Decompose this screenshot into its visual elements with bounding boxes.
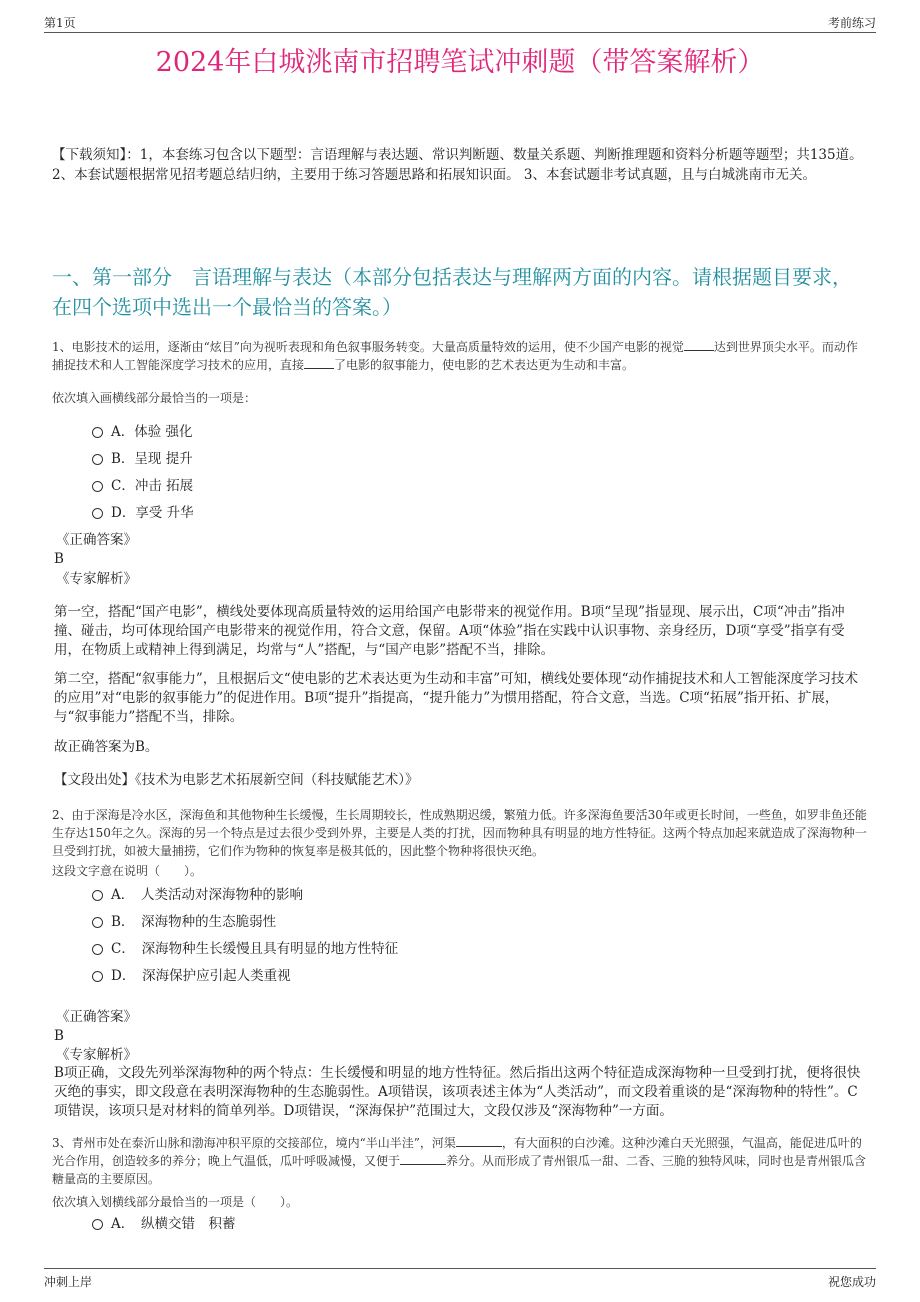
analysis-paragraph-1: 第一空，搭配“国产电影”，横线处要体现高质量特效的运用给国产电影带来的视觉作用。B项“呈现”指显现、展示出，C项“冲击”指冲撞、碰击，均可体现给国产电影带来的视觉作用，符合文意，保留。A项“体验”指在实践中认识事物、亲身经历，D项“享受”指享有受用，在物质上或精神上得到满足，均常与“人”搭配，与“国产电影”搭配不当，排除。	[54, 604, 845, 658]
analysis-paragraph: B项正确，文段先列举深海物种的两个特点：生长缓慢和明显的地方性特征。然后指出这两个特征造成深海物种一旦受到打扰，便将很快灭绝的事实，即文段意在表明深海物种的生态脆弱性。A项错误，该项表述主体为“人类活动”，而文段着重谈的是“深海物种的特性”。C项错误，该项只是对材料的简单列举。D项错误，“深海保护”范围过大，文段仅涉及“深海物种”一方面。	[54, 1065, 861, 1119]
source-citation: 【文段出处】《技术为电影艺术拓展新空间（科技赋能艺术）》	[54, 772, 419, 788]
fill-blank	[304, 357, 334, 369]
question-3-option-a[interactable]	[92, 1214, 236, 1234]
download-notice: 【下载须知】：1，本套练习包含以下题型：言语理解与表达题、常识判断题、数量关系题、判断推理题和资料分析题等题型；共135道。 2、本套试题根据常见招考题总结归纳，主要用于练习答题思路和拓展知识面。 3、本套试题非考试真题，且与白城洮南市无关。	[52, 147, 863, 183]
question-2-option-c[interactable]	[92, 939, 398, 959]
question-1-prompt: 依次填入画横线部分最恰当的一项是：	[52, 391, 257, 405]
answer-label: 《正确答案》	[56, 1009, 137, 1025]
fill-blank	[456, 1135, 502, 1147]
answer-value: B	[54, 551, 64, 567]
radio-icon[interactable]	[92, 917, 103, 928]
option-label: A． 纵横交错 积蓄	[111, 1216, 236, 1232]
analysis-label: 《专家解析》	[56, 571, 137, 587]
option-label: B． 深海物种的生态脆弱性	[111, 914, 277, 930]
question-2-text: 2、由于深海是冷水区，深海鱼和其他物种生长缓慢，生长周期较长，性成熟期迟缓，繁殖力低。许多深海鱼要活30年或更长时间，一些鱼，如罗非鱼还能生存达150年之久。深海的另一个特点是过去很少受到外界，主要是人类的打扰，因而物种具有明显的地方性特征。这两个特点加起来就造成了深海物种一旦受到打扰，如被大量捕捞，它们作为物种的恢复率是极其低的，因此整个物种将很快灭绝。	[52, 808, 867, 858]
page-footer	[44, 1268, 876, 1293]
question-3-part-2: ，有大面积的白沙滩。这种沙滩白天光照强，气温高，能促进瓜叶的光合作用，创造较多的养分；晚上气温低，瓜叶呼吸减慢，又便于	[52, 1136, 862, 1168]
footer-right: 祝您成功	[827, 1275, 876, 1289]
question-3-part-3: 养分。从而形成了青州银瓜一甜、二香、三脆的独特风味，同时也是青州银瓜含糖量高的主要原因。	[52, 1154, 867, 1186]
answer-value: B	[54, 1028, 64, 1044]
question-3-part-1: 3、青州市处在泰沂山脉和渤海冲积平原的交接部位，境内“半山半洼”，河渠	[52, 1136, 456, 1150]
question-2-option-d[interactable]	[92, 966, 291, 986]
option-label: C． 深海物种生长缓慢且具有明显的地方性特征	[111, 941, 399, 957]
radio-icon[interactable]	[92, 890, 103, 901]
question-1-part-2: 达到世界顶尖水平。而动作捕捉技术和人工智能深度学习技术的应用，直接	[52, 340, 858, 372]
question-2-prompt: 这段文字意在说明（ ）。	[52, 864, 203, 878]
option-label: A．体验 强化	[111, 424, 193, 440]
radio-icon[interactable]	[92, 427, 103, 438]
question-3-text	[52, 1134, 868, 1188]
page-header	[44, 12, 876, 33]
radio-icon[interactable]	[92, 944, 103, 955]
fill-blank	[400, 1153, 446, 1165]
question-1-option-c[interactable]	[92, 476, 193, 496]
radio-icon[interactable]	[92, 508, 103, 519]
answer-label: 《正确答案》	[56, 532, 137, 548]
page-number: 第1页	[44, 16, 76, 30]
question-1-part-1: 1、电影技术的运用，逐渐由“炫目”向为视听表现和角色叙事服务转变。大量高质量特效的运用，使不少国产电影的视觉	[52, 340, 684, 354]
document-title: 2024年白城洮南市招聘笔试冲刺题（带答案解析）	[155, 47, 765, 78]
option-label: C．冲击 拓展	[111, 478, 194, 494]
fill-blank	[684, 339, 714, 351]
question-2-option-b[interactable]	[92, 912, 276, 932]
question-1-option-a[interactable]	[92, 422, 193, 442]
analysis-paragraph-2: 第二空，搭配“叙事能力”，且根据后文“使电影的艺术表达更为生动和丰富”可知，横线处要体现“动作捕捉技术和人工智能深度学习技术的应用”对“电影的叙事能力”的促进作用。B项“提升”指提高，“提升能力”为惯用搭配，符合文意，当选。C项“拓展”指开拓、扩展，与“叙事能力”搭配不当，排除。	[54, 671, 859, 725]
option-label: D． 深海保护应引起人类重视	[111, 968, 291, 984]
question-3-prompt: 依次填入划横线部分最恰当的一项是（ ）。	[52, 1195, 299, 1209]
question-2-option-a[interactable]	[92, 885, 303, 905]
analysis-conclusion: 故正确答案为B。	[54, 739, 159, 755]
question-1-option-b[interactable]	[92, 449, 193, 469]
option-label: D．享受 升华	[111, 505, 194, 521]
analysis-label: 《专家解析》	[56, 1047, 137, 1063]
footer-left: 冲刺上岸	[44, 1275, 93, 1289]
section-heading: 一、第一部分 言语理解与表达（本部分包括表达与理解两方面的内容。请根据题目要求，在四个选项中选出一个最恰当的答案。）	[52, 265, 852, 319]
question-1-text	[52, 338, 868, 374]
radio-icon[interactable]	[92, 971, 103, 982]
radio-icon[interactable]	[92, 481, 103, 492]
radio-icon[interactable]	[92, 454, 103, 465]
radio-icon[interactable]	[92, 1219, 103, 1230]
option-label: B．呈现 提升	[111, 451, 193, 467]
question-1-part-3: 了电影的叙事能力，使电影的艺术表达更为生动和丰富。	[334, 358, 635, 372]
option-label: A． 人类活动对深海物种的影响	[111, 887, 303, 903]
question-1-option-d[interactable]	[92, 503, 194, 523]
header-label: 考前练习	[827, 16, 876, 30]
